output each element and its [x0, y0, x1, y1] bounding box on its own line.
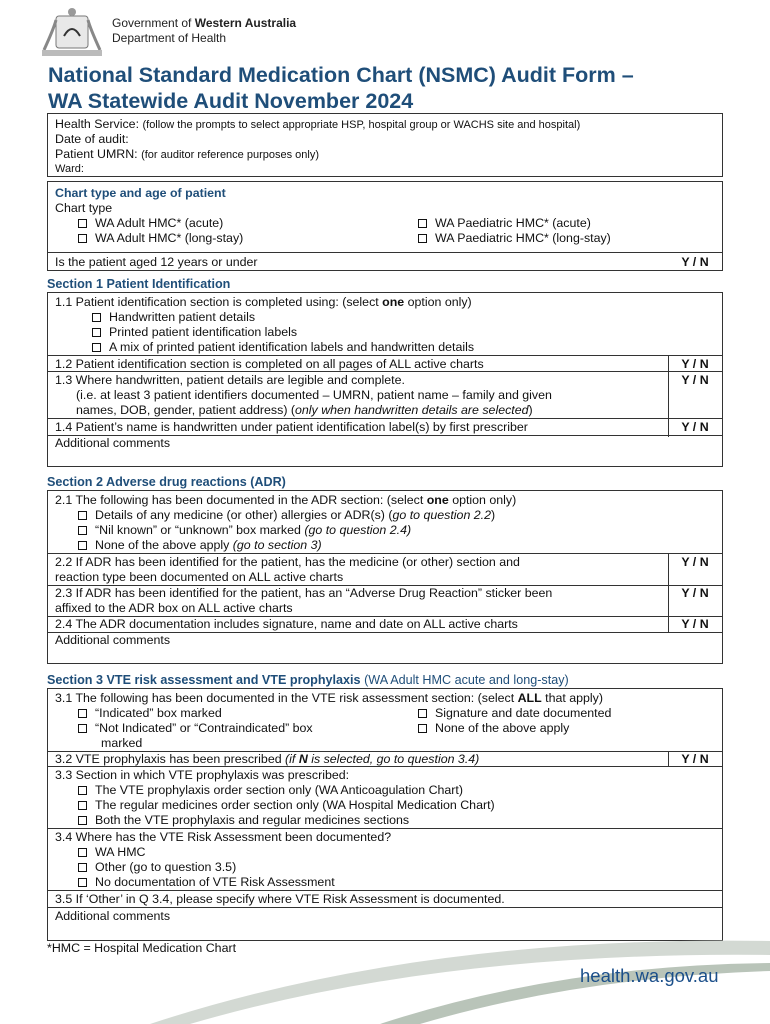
- section2-table: [47, 490, 723, 664]
- section1-table: [47, 292, 723, 467]
- section3-heading: Section 3 VTE risk assessment and VTE prophylaxis (WA Adult HMC acute and long-stay): [47, 673, 569, 687]
- q1-3-detail-2: names, DOB, gender, patient address) (only when handwritten details are selected): [76, 403, 533, 417]
- q1-4: 1.4 Patient’s name is handwritten under patient identification label(s) by first prescriber: [55, 420, 528, 434]
- checkbox-icon[interactable]: [418, 219, 427, 228]
- section3-comments[interactable]: Additional comments: [55, 909, 171, 923]
- chart-type-section: [47, 181, 723, 271]
- q1-3: 1.3 Where handwritten, patient details are legible and complete.: [55, 373, 405, 387]
- option-paediatric-acute[interactable]: WA Paediatric HMC* (acute): [418, 216, 591, 230]
- q3-1: 3.1 The following has been documented in the VTE risk assessment section: (select ALL that apply): [55, 691, 604, 705]
- organisation-name: Government of Western Australia Department of Health: [112, 16, 297, 45]
- chart-type-label: Chart type: [55, 201, 113, 215]
- q2-2: 2.2 If ADR has been identified for the patient, has the medicine (or other) section and: [55, 555, 520, 569]
- wa-crest-logo-icon: [38, 6, 106, 58]
- q1-1-option-mix[interactable]: A mix of printed patient identification labels and handwritten details: [92, 340, 474, 354]
- checkbox-icon[interactable]: [78, 219, 87, 228]
- audit-info-box: [47, 113, 723, 177]
- checkbox-icon[interactable]: [78, 878, 87, 887]
- q3-1-option-indicated[interactable]: “Indicated” box marked: [78, 706, 222, 720]
- q3-1-option-signature[interactable]: Signature and date documented: [418, 706, 611, 720]
- q1-2-yn[interactable]: Y / N: [681, 357, 709, 371]
- q1-2: 1.2 Patient identification section is completed on all pages of ALL active charts: [55, 357, 484, 371]
- section1-heading: Section 1 Patient Identification: [47, 277, 231, 291]
- option-adult-acute[interactable]: WA Adult HMC* (acute): [78, 216, 223, 230]
- q2-1-option-none[interactable]: None of the above apply (go to section 3): [78, 538, 322, 552]
- patient-umrn-field[interactable]: Patient UMRN: (for auditor reference purposes only): [55, 147, 320, 161]
- checkbox-icon[interactable]: [78, 848, 87, 857]
- q3-1-option-not-indicated[interactable]: “Not Indicated” or “Contraindicated” box: [78, 721, 313, 735]
- checkbox-icon[interactable]: [78, 801, 87, 810]
- q1-3-detail: (i.e. at least 3 patient identifiers documented – UMRN, patient name – family and given: [76, 388, 552, 402]
- age-yn[interactable]: Y / N: [681, 255, 709, 269]
- date-of-audit-field[interactable]: Date of audit:: [55, 132, 129, 146]
- q3-1-option-none[interactable]: None of the above apply: [418, 721, 569, 735]
- checkbox-icon[interactable]: [92, 313, 101, 322]
- q3-2: 3.2 VTE prophylaxis has been prescribed (if N is selected, go to question 3.4): [55, 752, 480, 766]
- section2-heading: Section 2 Adverse drug reactions (ADR): [47, 475, 286, 489]
- ward-field[interactable]: Ward:: [55, 163, 84, 175]
- q2-2-line2: reaction type been documented on ALL active charts: [55, 570, 344, 584]
- checkbox-icon[interactable]: [78, 526, 87, 535]
- q3-4-option-other[interactable]: Other (go to question 3.5): [78, 860, 236, 874]
- page-header: [38, 6, 338, 60]
- q2-4-yn[interactable]: Y / N: [681, 617, 709, 631]
- checkbox-icon[interactable]: [78, 786, 87, 795]
- section3-table: [47, 688, 723, 941]
- q1-1-option-printed[interactable]: Printed patient identification labels: [92, 325, 297, 339]
- q3-2-yn[interactable]: Y / N: [681, 752, 709, 766]
- website-url[interactable]: health.wa.gov.au: [580, 965, 719, 986]
- checkbox-icon[interactable]: [92, 343, 101, 352]
- q2-1-option-details[interactable]: Details of any medicine (or other) allergies or ADR(s) (go to question 2.2): [78, 508, 495, 522]
- q3-1-option-not-indicated-cont: marked: [101, 736, 143, 750]
- checkbox-icon[interactable]: [78, 863, 87, 872]
- health-service-field[interactable]: Health Service: (follow the prompts to select appropriate HSP, hospital group or WACHS site and hospital): [55, 117, 581, 131]
- checkbox-icon[interactable]: [418, 724, 427, 733]
- q2-1-option-nil-known[interactable]: “Nil known” or “unknown” box marked (go to question 2.4): [78, 523, 411, 537]
- q2-4: 2.4 The ADR documentation includes signature, name and date on ALL active charts: [55, 617, 518, 631]
- q3-3: 3.3 Section in which VTE prophylaxis was prescribed:: [55, 768, 350, 782]
- option-paediatric-long-stay[interactable]: WA Paediatric HMC* (long-stay): [418, 231, 611, 245]
- checkbox-icon[interactable]: [78, 724, 87, 733]
- checkbox-icon[interactable]: [78, 511, 87, 520]
- q3-3-option-vte-section[interactable]: The VTE prophylaxis order section only (WA Anticoagulation Chart): [78, 783, 463, 797]
- q1-1-option-handwritten[interactable]: Handwritten patient details: [92, 310, 255, 324]
- checkbox-icon[interactable]: [92, 328, 101, 337]
- checkbox-icon[interactable]: [78, 234, 87, 243]
- checkbox-icon[interactable]: [418, 234, 427, 243]
- page-title: National Standard Medication Chart (NSMC) Audit Form – WA Statewide Audit November 2024: [48, 63, 634, 113]
- q3-4-option-wa-hmc[interactable]: WA HMC: [78, 845, 145, 859]
- option-adult-long-stay[interactable]: WA Adult HMC* (long-stay): [78, 231, 243, 245]
- checkbox-icon[interactable]: [78, 816, 87, 825]
- q1-4-yn[interactable]: Y / N: [681, 420, 709, 434]
- age-question: Is the patient aged 12 years or under: [55, 255, 258, 269]
- checkbox-icon[interactable]: [78, 709, 87, 718]
- q2-3-yn[interactable]: Y / N: [681, 586, 709, 600]
- q3-4-option-none[interactable]: No documentation of VTE Risk Assessment: [78, 875, 335, 889]
- q1-3-yn[interactable]: Y / N: [681, 373, 709, 387]
- section1-comments[interactable]: Additional comments: [55, 436, 171, 450]
- q3-5: 3.5 If ‘Other’ in Q 3.4, please specify where VTE Risk Assessment is documented.: [55, 892, 505, 906]
- q2-1: 2.1 The following has been documented in the ADR section: (select one option only): [55, 493, 517, 507]
- footnote: *HMC = Hospital Medication Chart: [47, 941, 237, 955]
- q2-3: 2.3 If ADR has been identified for the patient, has an “Adverse Drug Reaction” sticker been: [55, 586, 553, 600]
- q3-3-option-both[interactable]: Both the VTE prophylaxis and regular medicines sections: [78, 813, 409, 827]
- checkbox-icon[interactable]: [418, 709, 427, 718]
- q3-3-option-regular-section[interactable]: The regular medicines order section only (WA Hospital Medication Chart): [78, 798, 495, 812]
- q3-4: 3.4 Where has the VTE Risk Assessment been documented?: [55, 830, 392, 844]
- checkbox-icon[interactable]: [78, 541, 87, 550]
- q2-2-yn[interactable]: Y / N: [681, 555, 709, 569]
- q2-3-line2: affixed to the ADR box on ALL active charts: [55, 601, 293, 615]
- chart-type-heading: Chart type and age of patient: [55, 186, 226, 200]
- q1-1: 1.1 Patient identification section is completed using: (select one option only): [55, 295, 472, 309]
- section2-comments[interactable]: Additional comments: [55, 633, 171, 647]
